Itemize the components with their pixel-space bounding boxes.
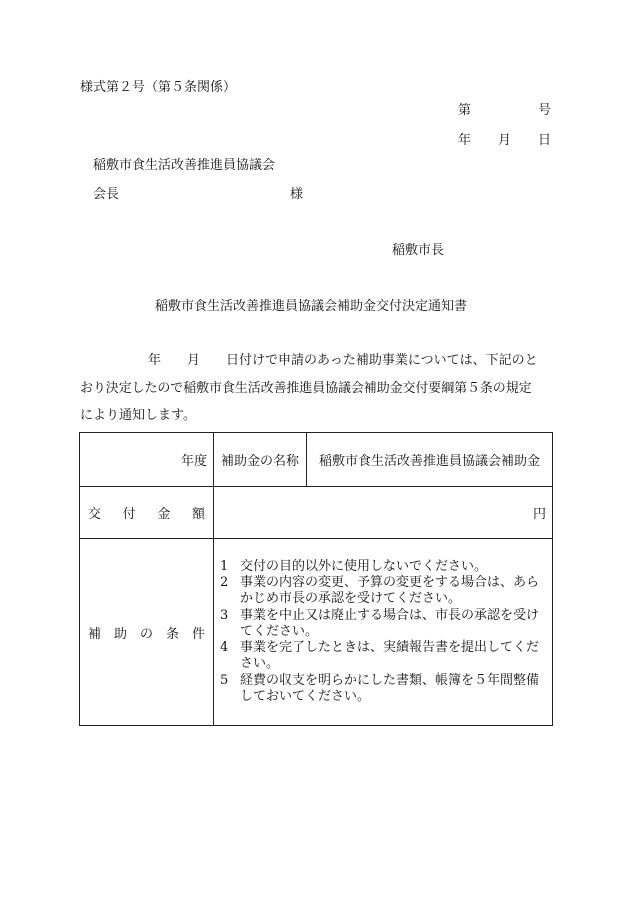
fiscal-year-cell: 年度 (80, 433, 214, 487)
condition-item (220, 559, 548, 575)
condition-number: 4 (220, 640, 229, 656)
condition-number: 5 (220, 672, 229, 688)
recipient-org: 稲敷市食生活改善推進員協議会 (93, 158, 276, 173)
grant-amount-label-char: 付 (122, 507, 136, 522)
condition-text: 交付の目的以外に使用しないでください。 (240, 558, 488, 574)
body-line-3: により通知します。 (80, 408, 196, 423)
conditions-label (80, 539, 214, 726)
condition-item (220, 575, 548, 608)
condition-number: 3 (220, 607, 229, 623)
date-year: 年 (458, 133, 472, 148)
conditions-label-char: の (139, 626, 153, 642)
doc-number-suffix: 号 (538, 103, 552, 118)
body-line-1: 年 月 日付けで申請のあった補助事業については、下記のと (148, 353, 538, 368)
date-day: 日 (538, 133, 552, 148)
condition-text: 事業の内容の変更、予算の変更をする場合は、あらかじめ市長の承認を受けてください。 (240, 575, 540, 607)
grant-amount-label-char: 金 (157, 507, 171, 522)
condition-text: 経費の収支を明らかにした書類、帳簿を５年間整備しておいてください。 (240, 672, 540, 704)
condition-number: 2 (220, 575, 229, 591)
conditions-label-char: 件 (191, 626, 205, 642)
table-row (80, 433, 553, 487)
recipient-title: 会長 (93, 187, 120, 202)
subsidy-name-label: 補助金の名称 (214, 433, 307, 487)
condition-item (220, 608, 548, 641)
condition-text: 事業を中止又は廃止する場合は、市長の承認を受けてください。 (240, 607, 540, 639)
table-row (80, 487, 553, 539)
grant-amount-label (80, 487, 214, 539)
conditions-label-char: 助 (113, 626, 127, 642)
date-month: 月 (498, 133, 512, 148)
condition-item (220, 673, 548, 706)
table-row (80, 539, 553, 726)
body-line-2: おり決定したので稲敷市食生活改善推進員協議会補助金交付要綱第５条の規定 (80, 381, 532, 396)
sender: 稲敷市長 (392, 243, 445, 258)
grant-amount-label-char: 額 (191, 507, 205, 522)
conditions-label-char: 補 (88, 626, 102, 642)
conditions-list (214, 539, 553, 726)
doc-number-prefix: 第 (458, 103, 472, 118)
condition-number: 1 (220, 558, 229, 574)
condition-text: 事業を完了したときは、実績報告書を提出してください。 (240, 640, 540, 672)
conditions-label-char: 条 (165, 626, 179, 642)
doc-title: 稲敷市食生活改善推進員協議会補助金交付決定通知書 (155, 299, 468, 314)
grant-amount-value: 円 (214, 487, 553, 539)
recipient-honorific: 様 (290, 187, 304, 202)
condition-item (220, 640, 548, 673)
form-label: 様式第２号（第５条関係） (80, 80, 237, 95)
grant-amount-label-char: 交 (88, 507, 102, 522)
decision-table (79, 432, 553, 726)
subsidy-name-value: 稲敷市食生活改善推進員協議会補助金 (307, 433, 553, 487)
